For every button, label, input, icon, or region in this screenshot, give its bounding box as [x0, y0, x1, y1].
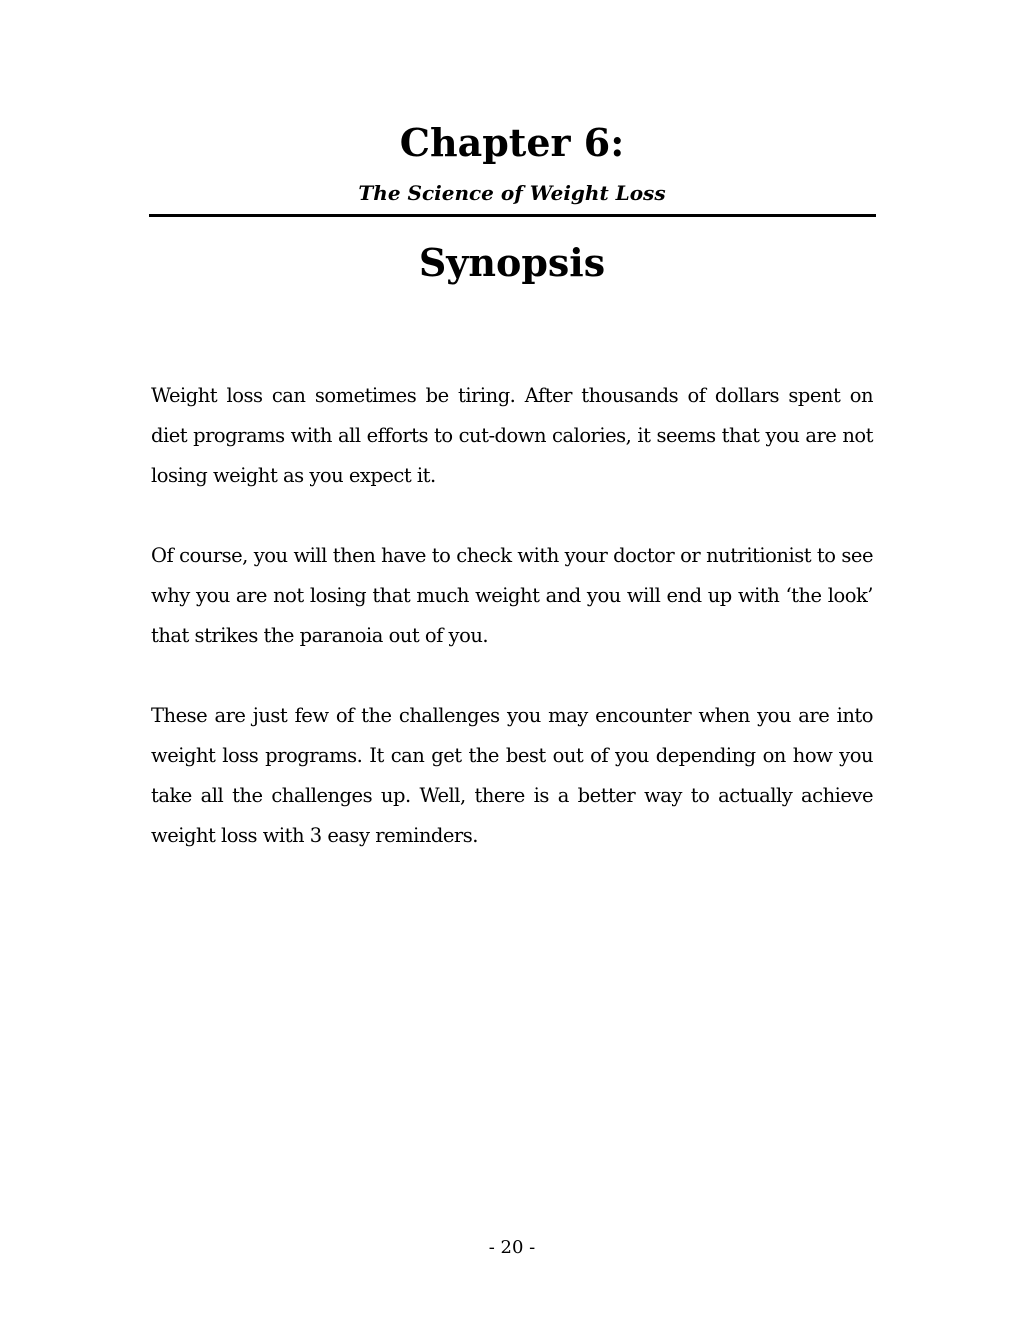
paragraph-1: Weight loss can sometimes be tiring. After thousands of dollars spent on diet programs with all efforts to cut-down calories, it seems that you are not losing weight as you expect it.	[151, 384, 873, 487]
horizontal-rule	[149, 214, 876, 217]
section-title: Synopsis	[418, 240, 606, 285]
chapter-subtitle: The Science of Weight Loss	[358, 181, 666, 205]
page-number: - 20 -	[488, 1237, 536, 1258]
body-text	[151, 376, 873, 896]
chapter-title: Chapter 6:	[399, 120, 625, 165]
paragraph-3: These are just few of the challenges you may encounter when you are into weight loss programs. It can get the best out of you depending on how you take all the challenges up. Well, there is a better way to actually achieve weight loss with 3 easy reminders.	[151, 704, 873, 847]
paragraph-2: Of course, you will then have to check with your doctor or nutritionist to see why you are not losing that much weight and you will end up with ‘the look’ that strikes the paranoia out of you.	[151, 544, 873, 647]
